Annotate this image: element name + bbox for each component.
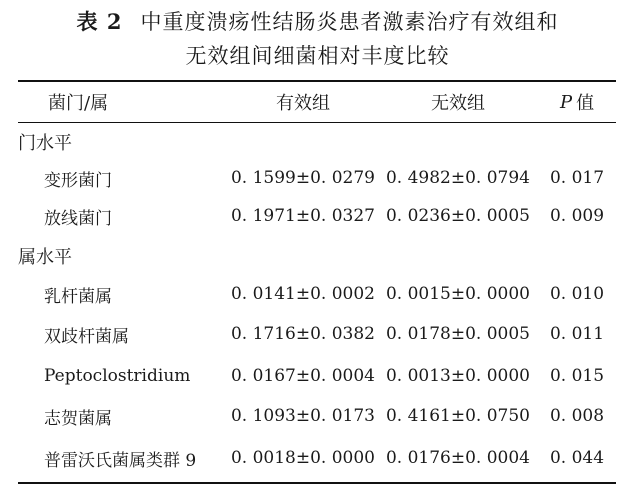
table-caption-line-2: 无效组间细菌相对丰度比较 [185,44,450,68]
header-effective: 有效组 [276,93,330,114]
table-row [18,398,616,434]
taxon-name: 变形菌门 [44,170,112,191]
taxon-name: Peptoclostridium [44,366,191,386]
section-label: 属水平 [18,247,72,268]
ineffective-value: 0. 0178±0. 0005 [385,324,531,344]
table-row [18,198,616,234]
p-value: 0. 015 [549,366,605,386]
table-caption-line-1 [0,6,635,36]
p-value: 0. 017 [549,168,605,188]
ineffective-value: 0. 4161±0. 0750 [385,406,531,426]
ineffective-value: 0. 0176±0. 0004 [385,448,531,468]
effective-value: 0. 0141±0. 0002 [230,284,376,304]
p-suffix: 值 [576,93,595,114]
taxon-name: 放线菌门 [44,208,112,229]
taxon-name: 双歧杆菌属 [44,326,129,347]
p-value: 0. 008 [549,406,605,426]
table-row [18,160,616,196]
table-row [18,440,616,476]
table-title: 中重度溃疡性结肠炎患者激素治疗有效组和 [140,10,559,34]
table-row [18,276,616,312]
taxon-name: 乳杆菌属 [44,286,112,307]
table-header-row [18,82,616,122]
p-symbol: P [559,91,573,113]
header-taxon: 菌门/属 [48,93,109,114]
ineffective-value: 0. 4982±0. 0794 [385,168,531,188]
effective-value: 0. 1716±0. 0382 [230,324,376,344]
effective-value: 0. 1599±0. 0279 [230,168,376,188]
effective-value: 0. 1093±0. 0173 [230,406,376,426]
section-row-genus [18,238,616,274]
ineffective-value: 0. 0236±0. 0005 [385,206,531,226]
table-row [18,316,616,352]
p-value: 0. 009 [549,206,605,226]
ineffective-value: 0. 0015±0. 0000 [385,284,531,304]
table-number: 表 2 [76,9,123,34]
effective-value: 0. 1971±0. 0327 [230,206,376,226]
bottom-rule [18,482,616,484]
section-label: 门水平 [18,133,72,154]
header-p-value [538,82,616,122]
taxon-name: 普雷沃氏菌属类群 9 [44,450,197,471]
effective-value: 0. 0018±0. 0000 [230,448,376,468]
p-value: 0. 044 [549,448,605,468]
section-row-phylum [18,124,616,160]
p-value: 0. 010 [549,284,605,304]
header-rule [18,122,616,123]
p-value: 0. 011 [549,324,605,344]
header-ineffective: 无效组 [431,93,485,114]
effective-value: 0. 0167±0. 0004 [230,366,376,386]
taxon-name: 志贺菌属 [44,408,112,429]
table-row [18,358,616,394]
ineffective-value: 0. 0013±0. 0000 [385,366,531,386]
